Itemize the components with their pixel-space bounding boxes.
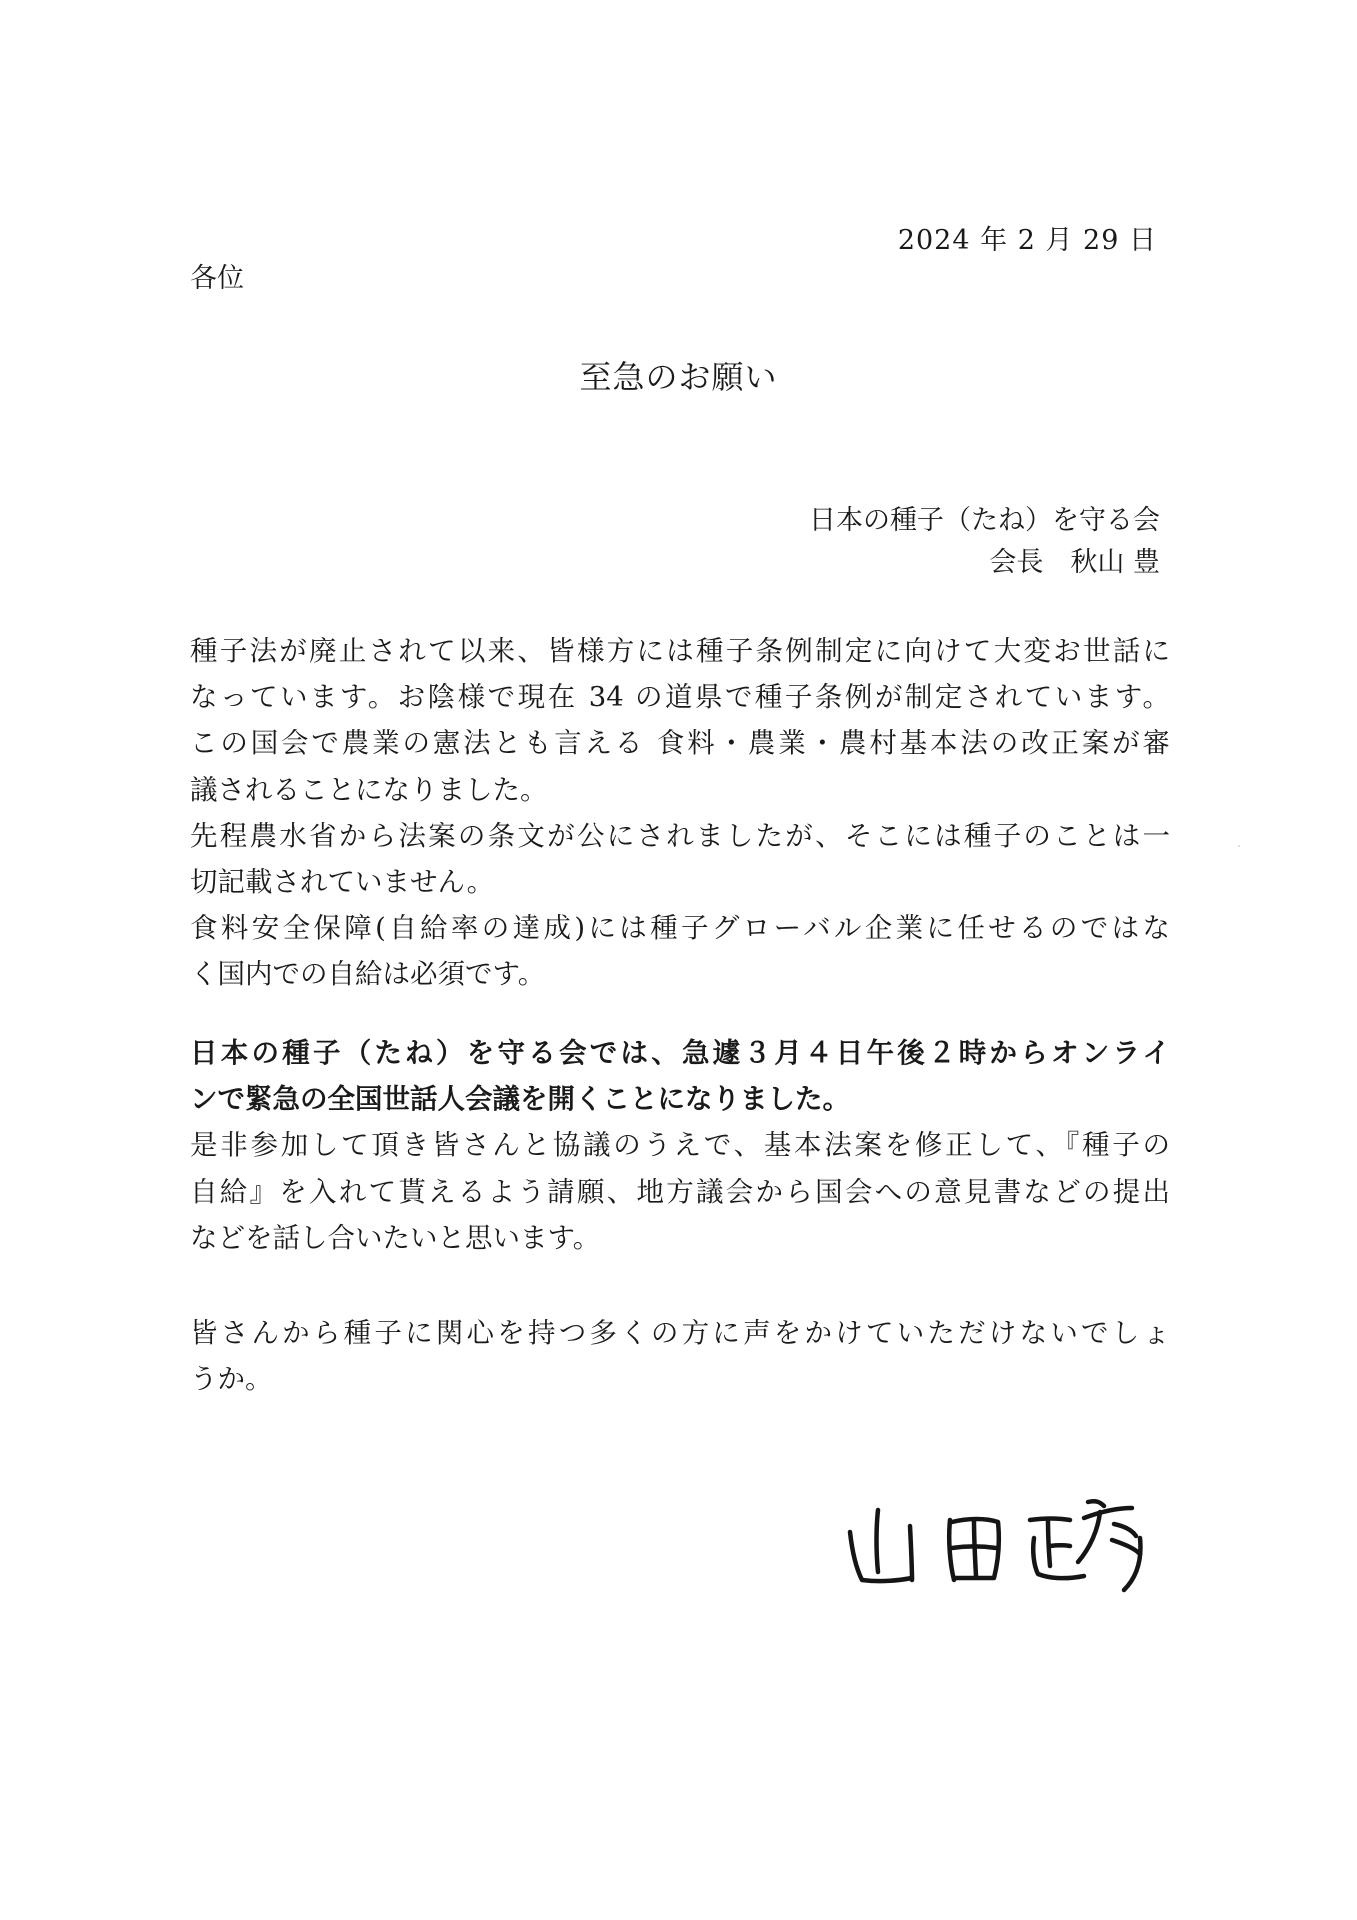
body-line-bold: ンで緊急の全国世話人会議を開くことになりました。 [190,1083,850,1116]
scan-speck [1238,845,1240,847]
body-paragraph-3 [190,1310,1170,1402]
salutation: 各位 [190,263,244,294]
body-line: 議されることになりました。 [190,773,548,806]
letter-title: 至急のお願い [579,358,778,396]
body-paragraph-2 [190,1030,1170,1261]
body-line: この国会で農業の憲法とも言える 食料・農業・農村基本法の改正案が審 [190,727,1170,760]
body-line: などを話し合いたいと思います。 [190,1221,601,1254]
body-line: 切記載されていません。 [190,865,495,898]
body-line: うか。 [190,1363,273,1396]
body-line: なっています。お陰様で現在 34 の道県で種子条例が制定されています。 [190,681,1170,714]
handwritten-signature [838,1468,1198,1598]
body-line: 皆さんから種子に関心を持つ多くの方に声をかけていただけないでしょ [190,1317,1170,1349]
body-line: 食料安全保障(自給率の達成)には種子グローバル企業に任せるのではな [190,912,1170,945]
body-line-bold: 日本の種子（たね）を守る会では、急遽３月４日午後２時からオンライ [190,1037,1170,1069]
sender-organization: 日本の種子（たね）を守る会 [809,505,1160,536]
body-line: 種子法が廃止されて以来、皆様方には種子条例制定に向けて大変お世話に [190,635,1170,667]
body-line: 是非参加して頂き皆さんと協議のうえで、基本法案を修正して、『種子の [190,1129,1170,1162]
sender-chairman: 会長 秋山 豊 [989,547,1160,578]
body-line: 自給』を入れて貰えるよう請願、地方議会から国会への意見書などの提出 [190,1175,1170,1208]
body-line: 先程農水省から法案の条文が公にされましたが、そこには種子のことは一 [190,819,1170,852]
letter-date: 2024 年 2 月 29 日 [897,225,1157,256]
sender-block [809,500,1160,584]
body-paragraph-1 [190,628,1170,998]
body-line: く国内での自給は必須です。 [190,958,546,991]
